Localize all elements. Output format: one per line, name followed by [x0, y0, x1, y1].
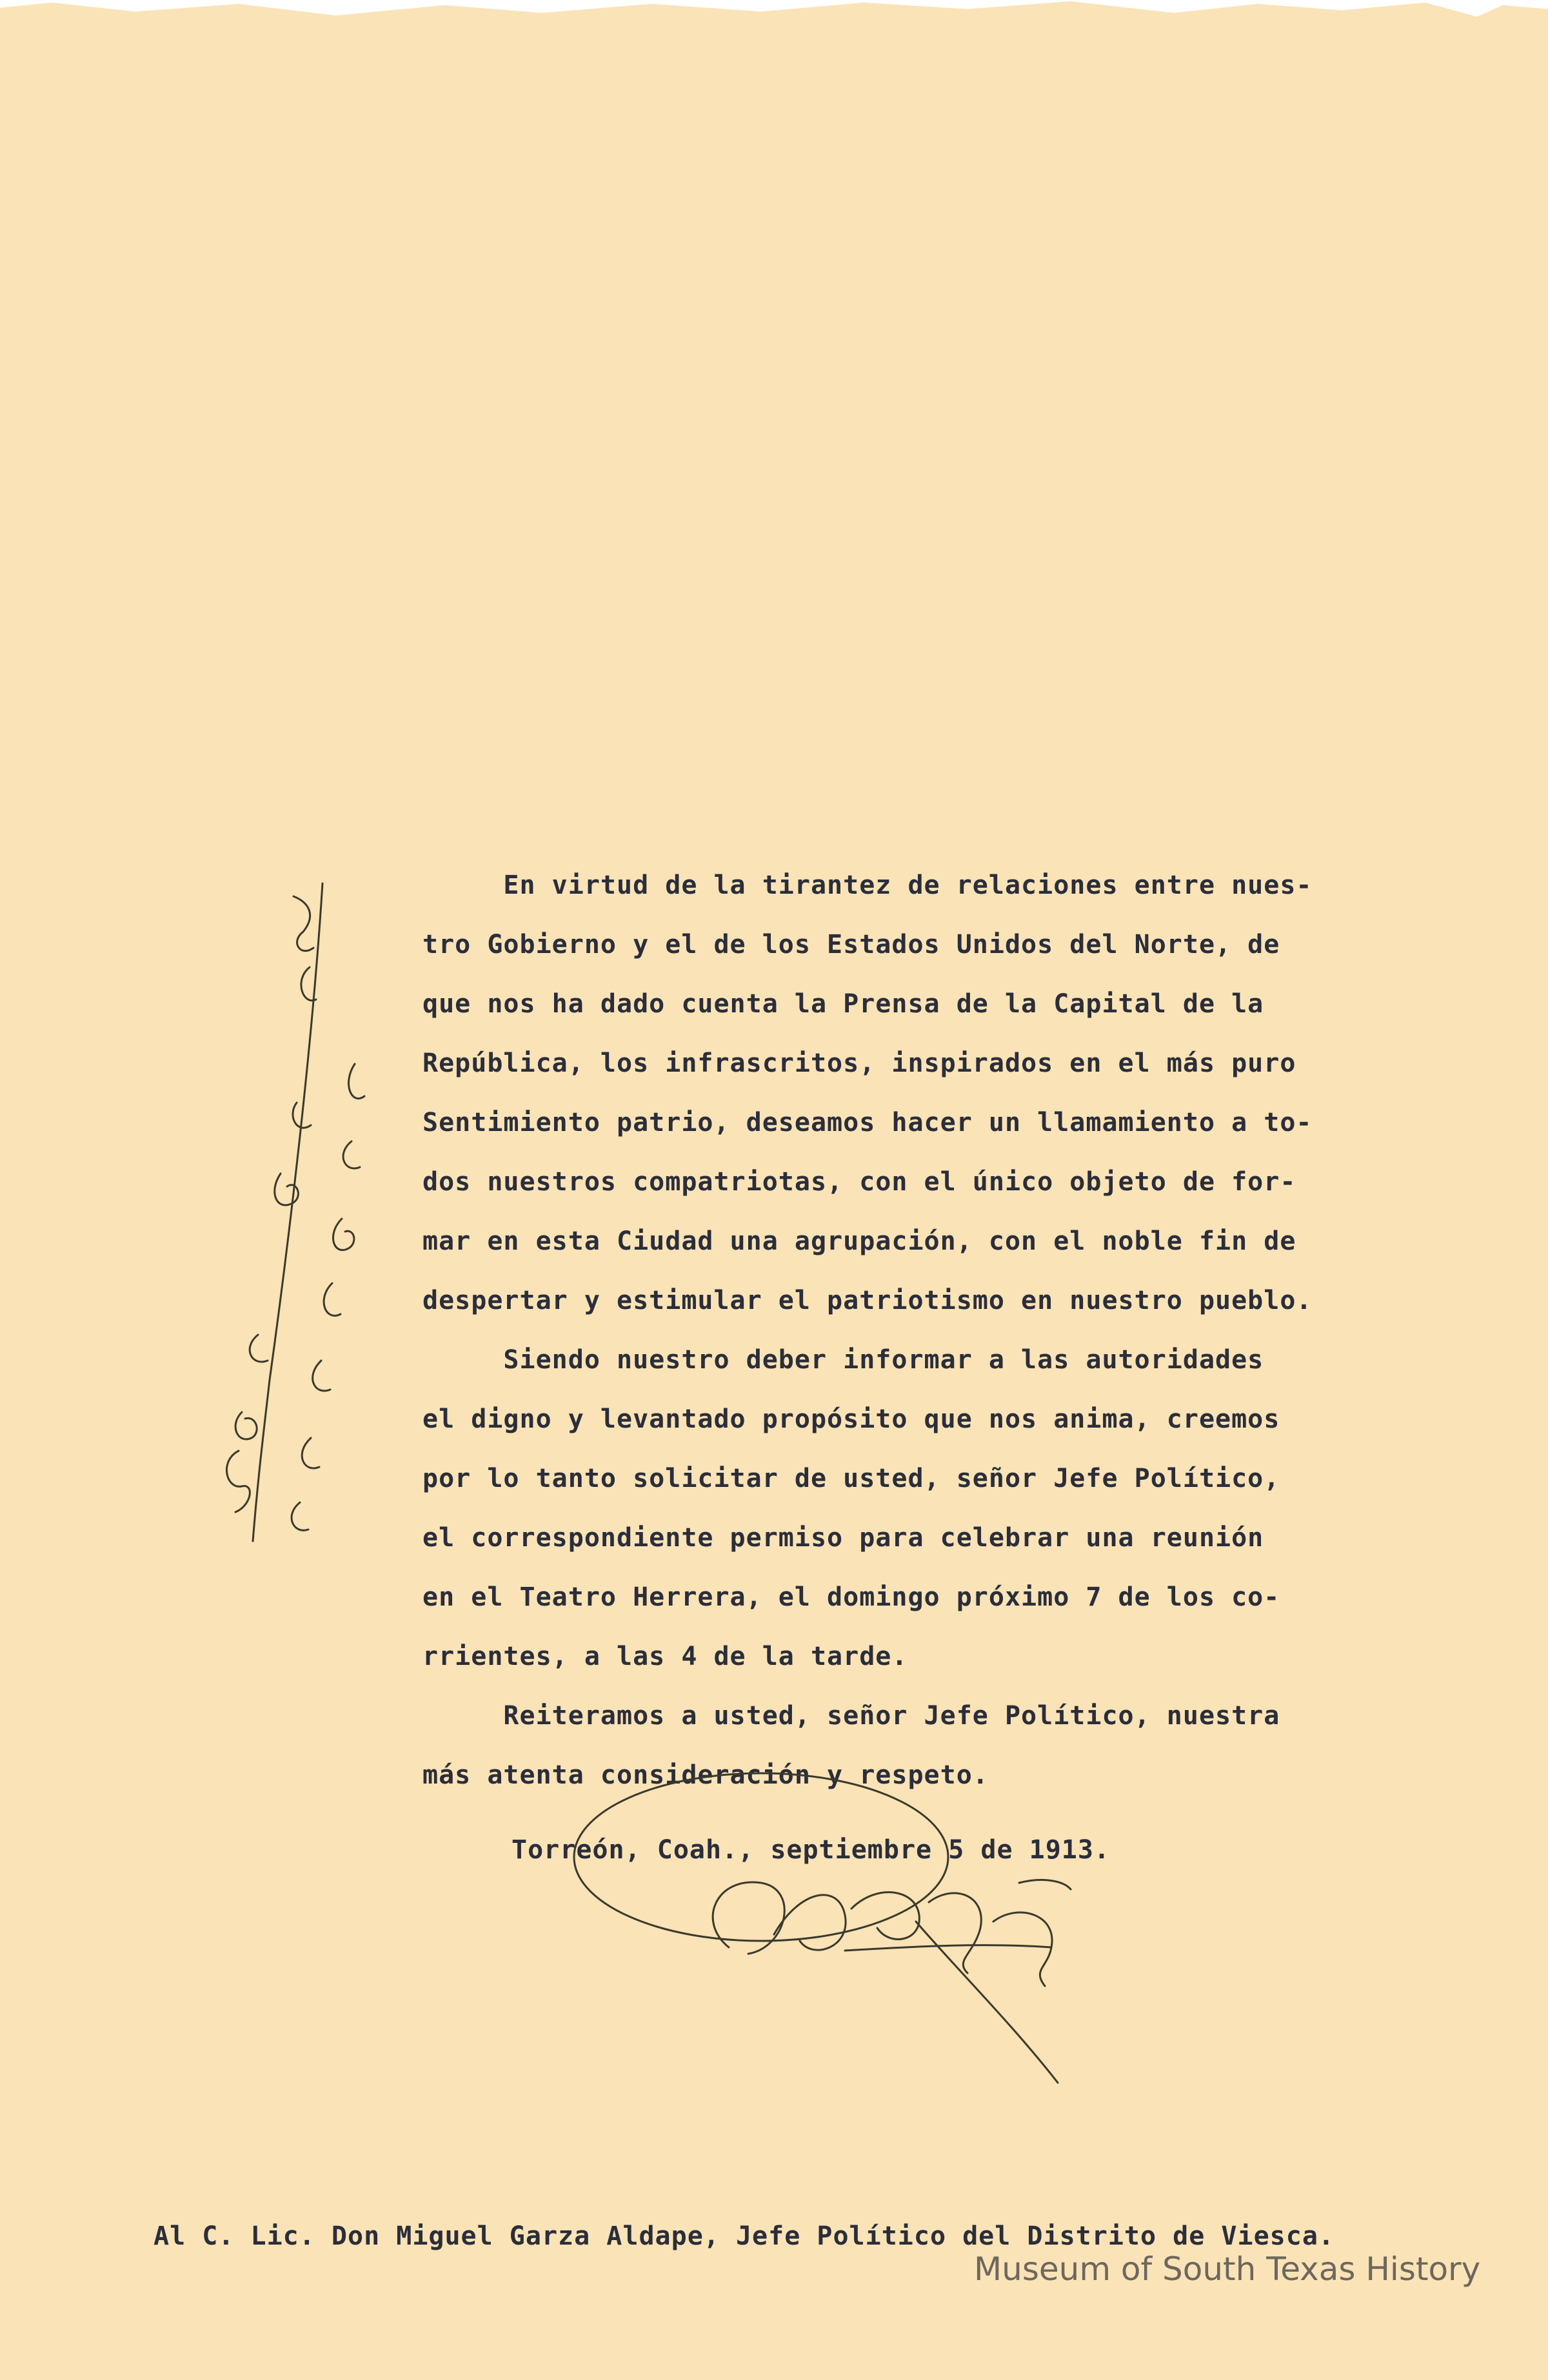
- body-line: Siendo nuestro deber informar a las autoridades: [422, 1345, 1264, 1375]
- torn-top-edge: [0, 0, 1548, 26]
- body-line: mar en esta Ciudad una agrupación, con el noble fin de: [422, 1226, 1296, 1256]
- handwritten-signature: [568, 1754, 1148, 2089]
- handwritten-margin-note: [161, 870, 374, 1567]
- body-line: dos nuestros compatriotas, con el único objeto de for-: [422, 1167, 1296, 1197]
- body-line: más atenta consideración y respeto.: [422, 1760, 989, 1790]
- body-line: el digno y levantado propósito que nos anima, creemos: [422, 1404, 1280, 1434]
- body-line: despertar y estimular el patriotismo en nuestro pueblo.: [422, 1286, 1313, 1315]
- body-line: por lo tanto solicitar de usted, señor Jefe Político,: [422, 1464, 1280, 1493]
- museum-watermark: Museum of South Texas History: [974, 2250, 1481, 2288]
- body-line: el correspondiente permiso para celebrar una reunión: [422, 1523, 1264, 1553]
- recipient-address-line: Al C. Lic. Don Miguel Garza Aldape, Jefe Político del Distrito de Viesca.: [154, 2221, 1335, 2251]
- body-line: que nos ha dado cuenta la Prensa de la Capital de la: [422, 989, 1264, 1019]
- body-line: Sentimiento patrio, deseamos hacer un llamamiento a to-: [422, 1108, 1313, 1137]
- body-line: Reiteramos a usted, señor Jefe Político, nuestra: [422, 1701, 1280, 1731]
- body-line: rrientes, a las 4 de la tarde.: [422, 1642, 908, 1671]
- body-line: En virtud de la tirantez de relaciones entre nues-: [422, 870, 1313, 900]
- date-line: Torreón, Coah., septiembre 5 de 1913.: [511, 1835, 1111, 1865]
- body-line: tro Gobierno y el de los Estados Unidos del Norte, de: [422, 930, 1280, 959]
- body-line: República, los infrascritos, inspirados en el más puro: [422, 1048, 1296, 1078]
- letter-body: [422, 870, 1429, 1851]
- body-line: en el Teatro Herrera, el domingo próximo 7 de los co-: [422, 1582, 1280, 1612]
